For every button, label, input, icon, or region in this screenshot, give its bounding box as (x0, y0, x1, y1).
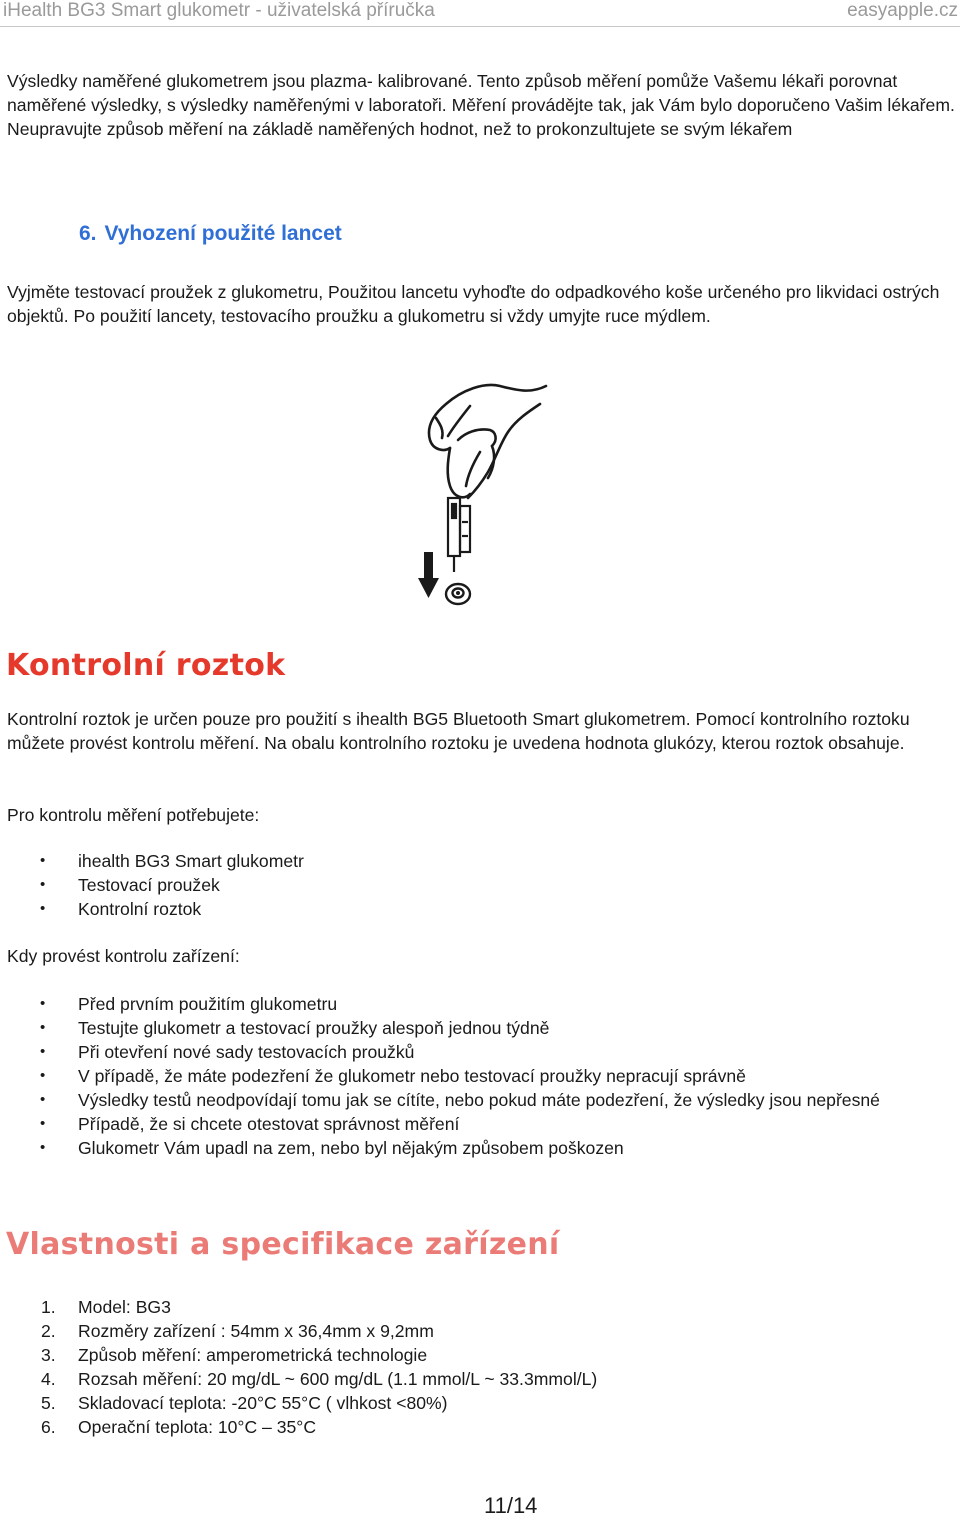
page-number: 11/14 (484, 1493, 538, 1518)
spec-item: 5. Skladovací teplota: -20°C 55°C ( vlhkost <80%) (41, 1393, 448, 1413)
list-item: • Případě, že si chcete otestovat správnost měření (40, 1114, 460, 1134)
bullet-icon: • (40, 1139, 46, 1156)
bullet-icon: • (40, 900, 46, 917)
spec-item: 2. Rozměry zařízení : 54mm x 36,4mm x 9,2mm (41, 1321, 434, 1341)
when-list (0, 992, 948, 1160)
step-6-heading (79, 222, 342, 246)
bullet-icon: • (40, 1043, 46, 1060)
spec-item: 4. Rozsah měření: 20 mg/dL ~ 600 mg/dL (1.1 mmol/L ~ 33.3mmol/L) (41, 1369, 598, 1389)
kontrolni-roztok-text: Kontrolní roztok je určen pouze pro použití s ihealth BG5 Bluetooth Smart glukometrem. Pomocí kontrolního roztoku můžete provést kontrolu měření. Na obalu kontrolního roztoku je uvedena hodnota glukózy, kterou roztok obsahuje. (7, 709, 910, 753)
intro-paragraph: Výsledky naměřené glukometrem jsou plazma- kalibrované. Tento způsob měření pomůže Vašemu lékaři porovnat naměřené výsledky, s výsledky naměřenými v laboratoři. Měření provádějte tak, jak Vám bylo doporučeno Vašim lékařem. Neupravujte způsob měření na základě naměřených hodnot, než to prokonzultujete se svým lékařem (7, 71, 955, 139)
document-title: iHealth BG3 Smart glukometr - uživatelská příručka (3, 0, 435, 21)
hand-removing-lancet-illustration (418, 382, 548, 614)
list-item: • Testovací proužek (40, 875, 220, 895)
spec-item: 3. Způsob měření: amperometrická technologie (41, 1345, 428, 1365)
step-6-title: Vyhození použité lancet (104, 222, 342, 245)
list-item: • Před prvním použitím glukometru (40, 994, 338, 1014)
step-6-number: 6. (79, 222, 97, 245)
when-label: Kdy provést kontrolu zařízení: (7, 946, 240, 966)
header-divider (0, 26, 960, 27)
bullet-icon: • (40, 1115, 46, 1132)
step-6-text: Vyjměte testovací proužek z glukometru, Použitou lancetu vyhoďte do odpadkového koše určeného pro likvidaci ostrých objektů. Po použití lancety, testovacího proužku a glukometru si vždy umyjte ruce mýdlem. (7, 282, 940, 326)
bullet-icon: • (40, 1067, 46, 1084)
list-item: • Výsledky testů neodpovídají tomu jak se cítíte, nebo pokud máte podezření, že výsledky jsou nepřesné (40, 1090, 880, 1110)
list-item: • Při otevření nové sady testovacích proužků (40, 1042, 415, 1062)
spec-item: 1. Model: BG3 (41, 1297, 171, 1317)
list-item: • V případě, že máte podezření že glukometr nebo testovací proužky nepracují správně (40, 1066, 746, 1086)
site-name: easyapple.cz (847, 0, 958, 21)
needs-label: Pro kontrolu měření potřebujete: (7, 805, 260, 825)
bullet-icon: • (40, 852, 46, 869)
specs-list (0, 1295, 948, 1439)
specifikace-heading: Vlastnosti a specifikace zařízení (6, 1227, 560, 1262)
needs-list (0, 849, 948, 921)
list-item: • Glukometr Vám upadl na zem, nebo byl nějakým způsobem poškozen (40, 1138, 624, 1158)
list-item: • ihealth BG3 Smart glukometr (40, 851, 304, 871)
bullet-icon: • (40, 876, 46, 893)
list-item: • Testujte glukometr a testovací proužky alespoň jednou týdně (40, 1018, 550, 1038)
page-header (0, 0, 960, 24)
bullet-icon: • (40, 995, 46, 1012)
kontrolni-roztok-heading: Kontrolní roztok (6, 648, 286, 683)
list-item: • Kontrolní roztok (40, 899, 202, 919)
bullet-icon: • (40, 1019, 46, 1036)
bullet-icon: • (40, 1091, 46, 1108)
spec-item: 6. Operační teplota: 10°C – 35°C (41, 1417, 317, 1437)
